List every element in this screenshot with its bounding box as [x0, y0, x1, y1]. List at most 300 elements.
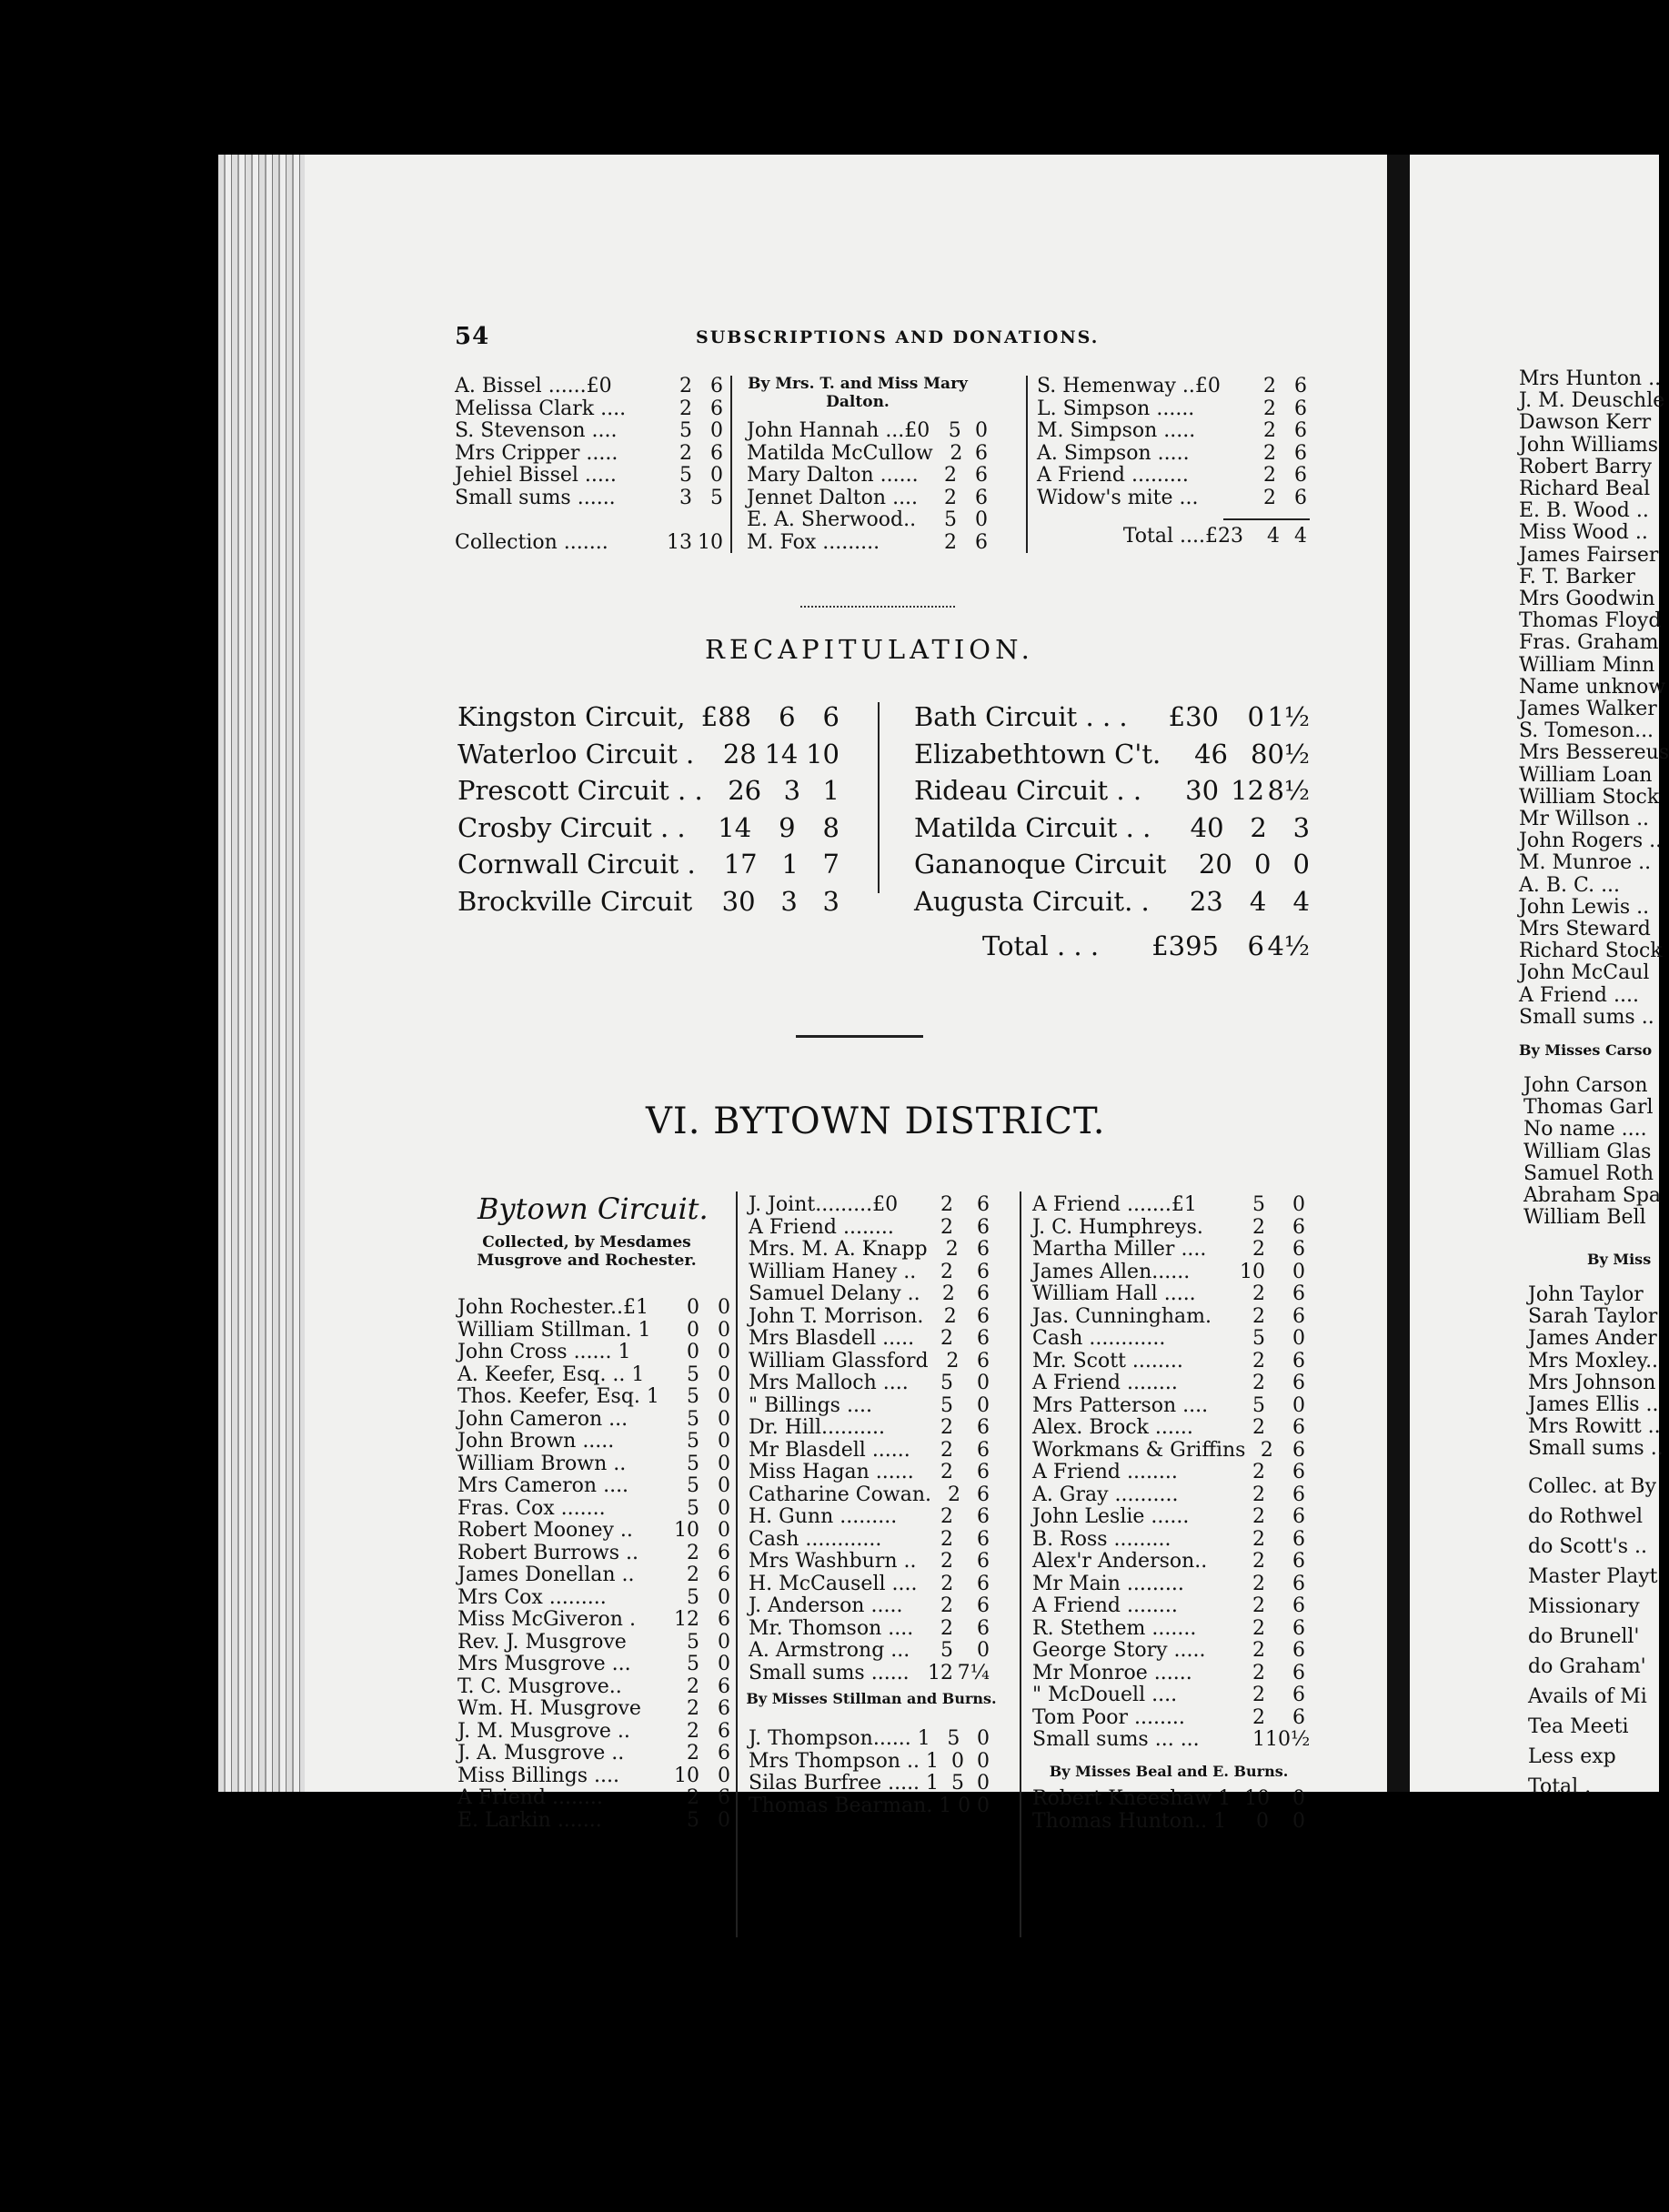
- entry-name: Thomas Bearman. 1: [749, 1794, 952, 1817]
- entry-row: [1032, 1663, 1305, 1685]
- entry-name: Wm. H. Musgrove: [457, 1697, 641, 1720]
- entry-s: 5: [1252, 1193, 1265, 1216]
- entry-s: 2: [940, 1193, 953, 1216]
- entry-row: [1032, 1728, 1311, 1752]
- entry-row: [749, 1283, 990, 1306]
- entry-s: 2: [940, 1327, 953, 1350]
- right-line: John Lewis ..: [1519, 895, 1650, 919]
- page-number: 54: [455, 323, 490, 350]
- entry-s: 8: [1250, 738, 1268, 769]
- entry-row: [457, 1386, 730, 1409]
- entry-name: A. Bissel ......£0: [455, 375, 612, 397]
- entry-s: 2: [943, 1304, 957, 1328]
- entry-name: John Brown .....: [457, 1430, 615, 1453]
- entry-row: [749, 1417, 990, 1440]
- entry-s: 2: [940, 1260, 953, 1283]
- right-line: F. T. Barker: [1519, 565, 1635, 588]
- entry-row: [457, 1676, 730, 1699]
- entry-d: 6: [718, 1674, 730, 1698]
- entry-s: 4: [1249, 885, 1267, 917]
- entry-row: [749, 1529, 990, 1552]
- entry-d: 6: [710, 375, 723, 397]
- entry-row: [1032, 1440, 1305, 1463]
- entry-s: 2: [1252, 1616, 1265, 1640]
- entry-d: 0: [975, 419, 988, 442]
- entry-s: 2: [1252, 1215, 1265, 1239]
- entry-d: 0: [977, 1372, 990, 1394]
- entry-name: Jehiel Bissel .....: [455, 464, 617, 487]
- entry-d: 6: [977, 1438, 990, 1462]
- entry-name: Mrs Blasdell .....: [749, 1327, 915, 1350]
- entry-name: Augusta Circuit. .: [914, 885, 1150, 917]
- entry-d: 0: [1292, 849, 1310, 880]
- entry-s: 5: [948, 419, 961, 442]
- entry-name: Prescott Circuit . .: [457, 775, 703, 806]
- entry-d: 0: [710, 464, 723, 487]
- entry-row: [457, 1342, 730, 1364]
- entry-s: 5: [947, 1727, 960, 1750]
- entry-row: [1032, 1811, 1305, 1834]
- district-column-3b: [1032, 1788, 1305, 1833]
- entry-name: A. Simpson .....: [1037, 441, 1190, 465]
- entry-d: 6: [710, 441, 723, 465]
- entry-row: [455, 398, 723, 421]
- entry-name: William Brown ..: [457, 1452, 627, 1475]
- right-line: William Minn: [1519, 653, 1655, 677]
- entry-s: 2: [941, 1282, 955, 1305]
- entry-row: [1032, 1262, 1305, 1284]
- entry-s: 2: [940, 1594, 953, 1617]
- recap-row: [457, 736, 840, 773]
- entry-l: 20: [1198, 849, 1232, 880]
- entry-d: 3: [1292, 811, 1311, 843]
- entry-d: 6: [977, 1527, 990, 1551]
- recap-row: [457, 772, 840, 809]
- entry-s: 2: [1263, 486, 1276, 509]
- entry-row: [457, 1409, 730, 1432]
- entry-s: 2: [948, 1483, 960, 1506]
- entry-name: John Cross ...... 1: [457, 1341, 631, 1363]
- entry-d: 6: [977, 1260, 990, 1283]
- entry-row: [749, 1506, 990, 1529]
- entry-row: [1032, 1595, 1305, 1618]
- entry-s: 2: [1250, 811, 1267, 843]
- entry-name: A Friend ........: [1032, 1461, 1178, 1483]
- page-edges: [218, 155, 305, 1792]
- entry-s: 5: [687, 1407, 699, 1431]
- entry-d: 6: [718, 1719, 730, 1743]
- entry-row: [749, 1640, 990, 1663]
- entry-s: 2: [1252, 1416, 1265, 1439]
- entry-s: 5: [1252, 1327, 1265, 1350]
- entry-row: [1032, 1328, 1305, 1351]
- entry-d: 0: [1292, 1809, 1305, 1833]
- entry-name: " Billings ....: [749, 1393, 872, 1417]
- entry-d: 6: [1292, 1416, 1305, 1439]
- entry-row: [1037, 488, 1307, 510]
- entry-d: 6: [977, 1572, 990, 1595]
- right-line: Abraham Spa: [1523, 1184, 1662, 1208]
- entry-row: [1032, 1788, 1305, 1811]
- entry-name: Jennet Dalton ....: [747, 486, 919, 509]
- entry-s: 2: [687, 1742, 699, 1765]
- entry-name: H. McCausell ....: [749, 1572, 918, 1595]
- entry-name: John Hannah ...£0: [747, 419, 930, 442]
- entry-name: Dr. Hill..........: [749, 1416, 885, 1439]
- district-column-2: [749, 1194, 990, 1684]
- entry-row: [455, 509, 723, 532]
- entry-name: Cornwall Circuit .: [457, 849, 696, 880]
- entry-d: 6: [976, 1349, 990, 1372]
- entry-name: J. A. Musgrove ..: [457, 1742, 625, 1765]
- entry-s: 0: [1253, 849, 1272, 880]
- entry-s: [656, 509, 692, 532]
- entry-s: 5: [951, 1772, 965, 1795]
- entry-d: 6: [975, 530, 988, 554]
- entry-name: R. Stethem .......: [1032, 1616, 1197, 1640]
- recapitulation-total: Total . . . £395 6 4½: [982, 930, 1310, 961]
- entry-l: 14: [718, 811, 752, 843]
- entry-row: [749, 1574, 990, 1596]
- entry-l: 26: [728, 775, 762, 806]
- entry-d: 6: [1292, 1505, 1305, 1528]
- entry-name: Collection .......: [455, 530, 608, 554]
- entry-row: [1032, 1684, 1305, 1707]
- entry-row: [1032, 1529, 1305, 1552]
- entry-name: Mr. Thomson ....: [749, 1616, 914, 1640]
- entry-s: 2: [1252, 1550, 1265, 1573]
- entry-d: 6: [718, 1786, 730, 1809]
- entry-d: 6: [977, 1594, 990, 1617]
- entry-row: [749, 1618, 990, 1641]
- entry-row: [457, 1475, 730, 1498]
- entry-d: 3: [822, 885, 840, 917]
- entry-l: £88: [700, 701, 752, 732]
- right-line: Collec. at By: [1528, 1475, 1657, 1498]
- entry-row: [457, 1453, 730, 1476]
- recap-row: [457, 883, 840, 920]
- entry-s: 1: [781, 849, 799, 880]
- entry-row: [1032, 1707, 1305, 1730]
- entry-row: [1032, 1306, 1305, 1329]
- entry-s: 0: [958, 1794, 971, 1817]
- entry-d: 6: [1292, 1661, 1305, 1684]
- entry-d: 6: [1294, 486, 1307, 509]
- entry-row: [457, 1543, 730, 1565]
- right-line: John Carson: [1523, 1074, 1648, 1097]
- entry-row: [457, 1765, 730, 1788]
- entry-d: 6: [977, 1505, 990, 1528]
- entry-name: L. Simpson ......: [1037, 397, 1195, 420]
- entry-d: 0: [718, 1385, 730, 1408]
- entry-s: 2: [940, 1461, 953, 1483]
- column-rule: [878, 702, 880, 893]
- district-column-3: [1032, 1193, 1311, 1752]
- entry-d: 0: [1292, 1787, 1305, 1810]
- district-column-3-caption: By Misses Beal and E. Burns.: [1049, 1763, 1289, 1780]
- right-line: Mrs Goodwin: [1519, 588, 1655, 611]
- entry-d: 6: [977, 1327, 990, 1350]
- right-caption-c: By Miss: [1587, 1251, 1652, 1268]
- entry-s: 0: [687, 1341, 699, 1363]
- entry-s: 2: [1252, 1282, 1265, 1305]
- entry-name: Robert Mooney ..: [457, 1519, 633, 1542]
- right-line: James Ander: [1528, 1327, 1657, 1351]
- entry-s: 2: [1252, 1461, 1265, 1483]
- right-column-list-a: [1519, 368, 1669, 1029]
- entry-s: 5: [940, 1393, 953, 1417]
- right-line: Avails of Mi: [1528, 1685, 1647, 1708]
- entry-name: William Haney ..: [749, 1260, 917, 1283]
- entry-d: 6: [975, 441, 988, 465]
- entry-d: 6: [1294, 375, 1307, 397]
- entry-s: 3: [783, 775, 801, 806]
- entry-name: Mary Dalton ......: [747, 464, 919, 487]
- entry-d: 0: [718, 1630, 730, 1654]
- right-line: James Fairser: [1519, 543, 1659, 567]
- entry-row: [457, 1698, 730, 1721]
- entry-name: John Cameron ...: [457, 1407, 628, 1431]
- section-rule: [796, 1035, 923, 1038]
- column-rule: [730, 376, 732, 553]
- entry-name: Mrs. M. A. Knapp: [749, 1238, 928, 1261]
- entry-name: Widow's mite ...: [1037, 486, 1199, 509]
- entry-s: 5: [687, 1630, 699, 1654]
- entry-row: [749, 1462, 990, 1484]
- right-line: S. Tomeson...: [1519, 719, 1654, 743]
- entry-name: William Stillman. 1: [457, 1318, 651, 1342]
- entry-name: William Glassford: [749, 1349, 929, 1372]
- entry-d: 6: [977, 1483, 990, 1506]
- entry-s: 2: [940, 1438, 953, 1462]
- entry-s: 5: [687, 1585, 699, 1609]
- entry-d: 0: [718, 1474, 730, 1497]
- entry-d: 6: [1292, 1304, 1305, 1328]
- entry-name: A Friend ........: [1032, 1594, 1178, 1617]
- entry-row: [1037, 376, 1307, 398]
- recap-row: [914, 809, 1310, 847]
- entry-row: [1032, 1574, 1305, 1596]
- entry-name: A Friend .........: [1037, 464, 1189, 487]
- entry-s: 2: [687, 1697, 699, 1720]
- entry-s: 3: [780, 885, 798, 917]
- right-line: do Rothwel: [1528, 1505, 1644, 1528]
- entry-d: 6: [710, 397, 723, 420]
- entry-s: 2: [687, 1563, 699, 1586]
- entry-s: 2: [940, 1215, 953, 1239]
- entry-name: Mr Main .........: [1032, 1572, 1184, 1595]
- entry-s: 12: [674, 1608, 699, 1631]
- entry-name: Matilda Circuit . .: [914, 811, 1151, 843]
- entry-name: Mrs Musgrove ...: [457, 1653, 631, 1675]
- entry-d: 6: [1292, 1550, 1305, 1573]
- entry-s: 2: [944, 464, 957, 487]
- entry-s: 9: [779, 811, 796, 843]
- entry-d: 10: [698, 530, 723, 554]
- entry-l: £30: [1168, 701, 1219, 732]
- entry-s: 2: [679, 375, 692, 397]
- entry-name: A. Armstrong ...: [749, 1639, 910, 1662]
- column-rule: [1020, 1191, 1021, 1937]
- entry-row: [457, 1609, 730, 1632]
- recap-row: [914, 772, 1310, 809]
- entry-d: 6: [977, 1616, 990, 1640]
- entry-s: 5: [679, 464, 692, 487]
- entry-d: 0: [718, 1362, 730, 1386]
- right-line: Mrs Bessereus: [1519, 741, 1669, 765]
- right-line: Mrs Johnson: [1528, 1371, 1656, 1394]
- right-line: Robert Barry: [1519, 455, 1653, 478]
- entry-row: [749, 1728, 990, 1751]
- entry-name: Martha Miller ....: [1032, 1238, 1207, 1261]
- right-line: Small sums ..: [1528, 1437, 1664, 1461]
- entry-s: 2: [1252, 1527, 1265, 1551]
- right-line: John McCaul: [1519, 961, 1650, 985]
- entry-name: A Friend ........: [749, 1215, 894, 1239]
- right-line: Richard Beal: [1519, 478, 1651, 501]
- running-head: SUBSCRIPTIONS AND DONATIONS.: [696, 327, 1100, 347]
- right-line: J. M. Deuschle: [1519, 389, 1665, 413]
- entry-s: 2: [1263, 397, 1276, 420]
- entry-row: [749, 1440, 990, 1463]
- entry-d: 6: [1292, 1282, 1305, 1305]
- entry-s: 2: [687, 1541, 699, 1564]
- entry-row: [749, 1262, 990, 1284]
- entry-name: Miss Billings ....: [457, 1764, 619, 1787]
- entry-d: 6: [975, 486, 988, 509]
- entry-l: 46: [1194, 738, 1229, 769]
- entry-name: S. Hemenway ..£0: [1037, 375, 1221, 397]
- right-column-list-d: [1528, 1472, 1658, 1802]
- entry-d: 6: [822, 701, 840, 732]
- entry-l: 30: [721, 885, 756, 917]
- entry-s: 2: [1263, 464, 1276, 487]
- entry-d: 6: [1292, 1461, 1305, 1483]
- entry-d: 0: [975, 508, 988, 531]
- entry-s: 10: [1244, 1787, 1271, 1810]
- right-line: A Friend ....: [1519, 983, 1639, 1007]
- entry-s: 2: [1260, 1438, 1273, 1462]
- entry-name: Thomas Hunton.. 1: [1032, 1809, 1227, 1833]
- entry-row: [747, 532, 988, 555]
- entry-name: John Rochester..£1: [457, 1296, 648, 1319]
- entry-row: [1032, 1239, 1305, 1262]
- entry-d: 0: [718, 1430, 730, 1453]
- entry-name: Crosby Circuit . .: [457, 811, 686, 843]
- column-rule: [1026, 376, 1028, 553]
- entry-d: 0: [977, 1393, 990, 1417]
- entry-d: 10: [806, 738, 840, 769]
- entry-name: John Leslie ......: [1032, 1505, 1190, 1528]
- entry-row: [455, 465, 723, 488]
- recapitulation-left: [457, 699, 840, 920]
- entry-s: 14: [764, 738, 799, 769]
- entry-name: [455, 509, 656, 532]
- entry-d: 0½: [1267, 738, 1310, 769]
- entry-name: Mrs Washburn ..: [749, 1550, 917, 1573]
- entry-d: 0: [718, 1452, 730, 1475]
- entry-row: [455, 488, 723, 510]
- recap-row: [914, 846, 1310, 883]
- recap-row: [457, 846, 840, 883]
- entry-d: 6: [977, 1238, 990, 1261]
- entry-row: [457, 1587, 730, 1610]
- entry-d: 7: [822, 849, 840, 880]
- entry-row: [457, 1632, 730, 1654]
- top-column-2: [747, 420, 988, 554]
- entry-d: 8: [822, 811, 840, 843]
- entry-name: J. C. Humphreys.: [1032, 1215, 1203, 1239]
- right-line: No name ....: [1523, 1118, 1647, 1141]
- recap-row: [914, 699, 1310, 736]
- entry-s: 2: [687, 1786, 699, 1809]
- entry-s: 2: [1252, 1705, 1265, 1729]
- entry-s: 5: [1252, 1393, 1265, 1417]
- circuit-title: Bytown Circuit.: [478, 1191, 709, 1226]
- entry-d: 6: [1294, 441, 1307, 465]
- entry-s: 12: [1231, 775, 1265, 806]
- total-rule: [1223, 518, 1310, 520]
- entry-name: Small sums ......: [455, 486, 616, 509]
- right-line: William Loan: [1519, 763, 1653, 787]
- entry-name: Mr Blasdell ......: [749, 1438, 910, 1462]
- recap-row: [457, 699, 840, 736]
- entry-row: [457, 1520, 730, 1543]
- entry-s: 2: [1252, 1572, 1265, 1595]
- entry-s: 5: [687, 1362, 699, 1386]
- entry-d: 6: [1292, 1438, 1305, 1462]
- entry-row: [455, 532, 723, 555]
- entry-d: 0: [718, 1808, 730, 1832]
- right-page: [1410, 155, 1669, 1798]
- circuit-caption: Collected, by Mesdames Musgrove and Rochester.: [477, 1233, 697, 1270]
- entry-d: 0: [710, 419, 723, 442]
- entry-d: 0: [1292, 1193, 1305, 1216]
- entry-s: 10: [674, 1519, 699, 1542]
- top-column-3-total: Total ....£23 4 4: [1122, 525, 1307, 548]
- entry-d: 6: [977, 1304, 990, 1328]
- entry-name: Workmans & Griffins: [1032, 1438, 1246, 1462]
- entry-s: 5: [687, 1452, 699, 1475]
- entry-s: 2: [944, 530, 957, 554]
- entry-d: 0: [718, 1585, 730, 1609]
- right-line: Mrs Moxley..: [1528, 1349, 1659, 1372]
- entry-d: 6: [1292, 1483, 1305, 1506]
- entry-d: [692, 509, 723, 532]
- entry-name: A Friend ........: [1032, 1372, 1178, 1394]
- entry-name: E. Larkin .......: [457, 1808, 602, 1832]
- entry-l: 28: [722, 738, 757, 769]
- entry-d: 6: [1292, 1684, 1305, 1706]
- entry-s: 2: [1252, 1594, 1265, 1617]
- entry-name: James Donellan ..: [457, 1563, 635, 1586]
- entry-d: 0: [1292, 1393, 1305, 1417]
- entry-d: 6: [1292, 1238, 1305, 1261]
- entry-d: 6: [1292, 1572, 1305, 1595]
- right-line: Mrs Steward: [1519, 918, 1651, 941]
- recap-row: [914, 883, 1310, 920]
- entry-row: [457, 1787, 730, 1810]
- right-line: Mrs Hunton ..: [1519, 367, 1662, 390]
- entry-name: Matilda McCullow: [747, 441, 933, 465]
- entry-row: [749, 1395, 990, 1418]
- entry-row: [1032, 1640, 1305, 1663]
- entry-row: [749, 1595, 990, 1618]
- right-column-list-c: [1528, 1284, 1664, 1461]
- entry-l: 30: [1185, 775, 1220, 806]
- entry-name: E. A. Sherwood..: [747, 508, 917, 531]
- entry-d: 6: [1294, 464, 1307, 487]
